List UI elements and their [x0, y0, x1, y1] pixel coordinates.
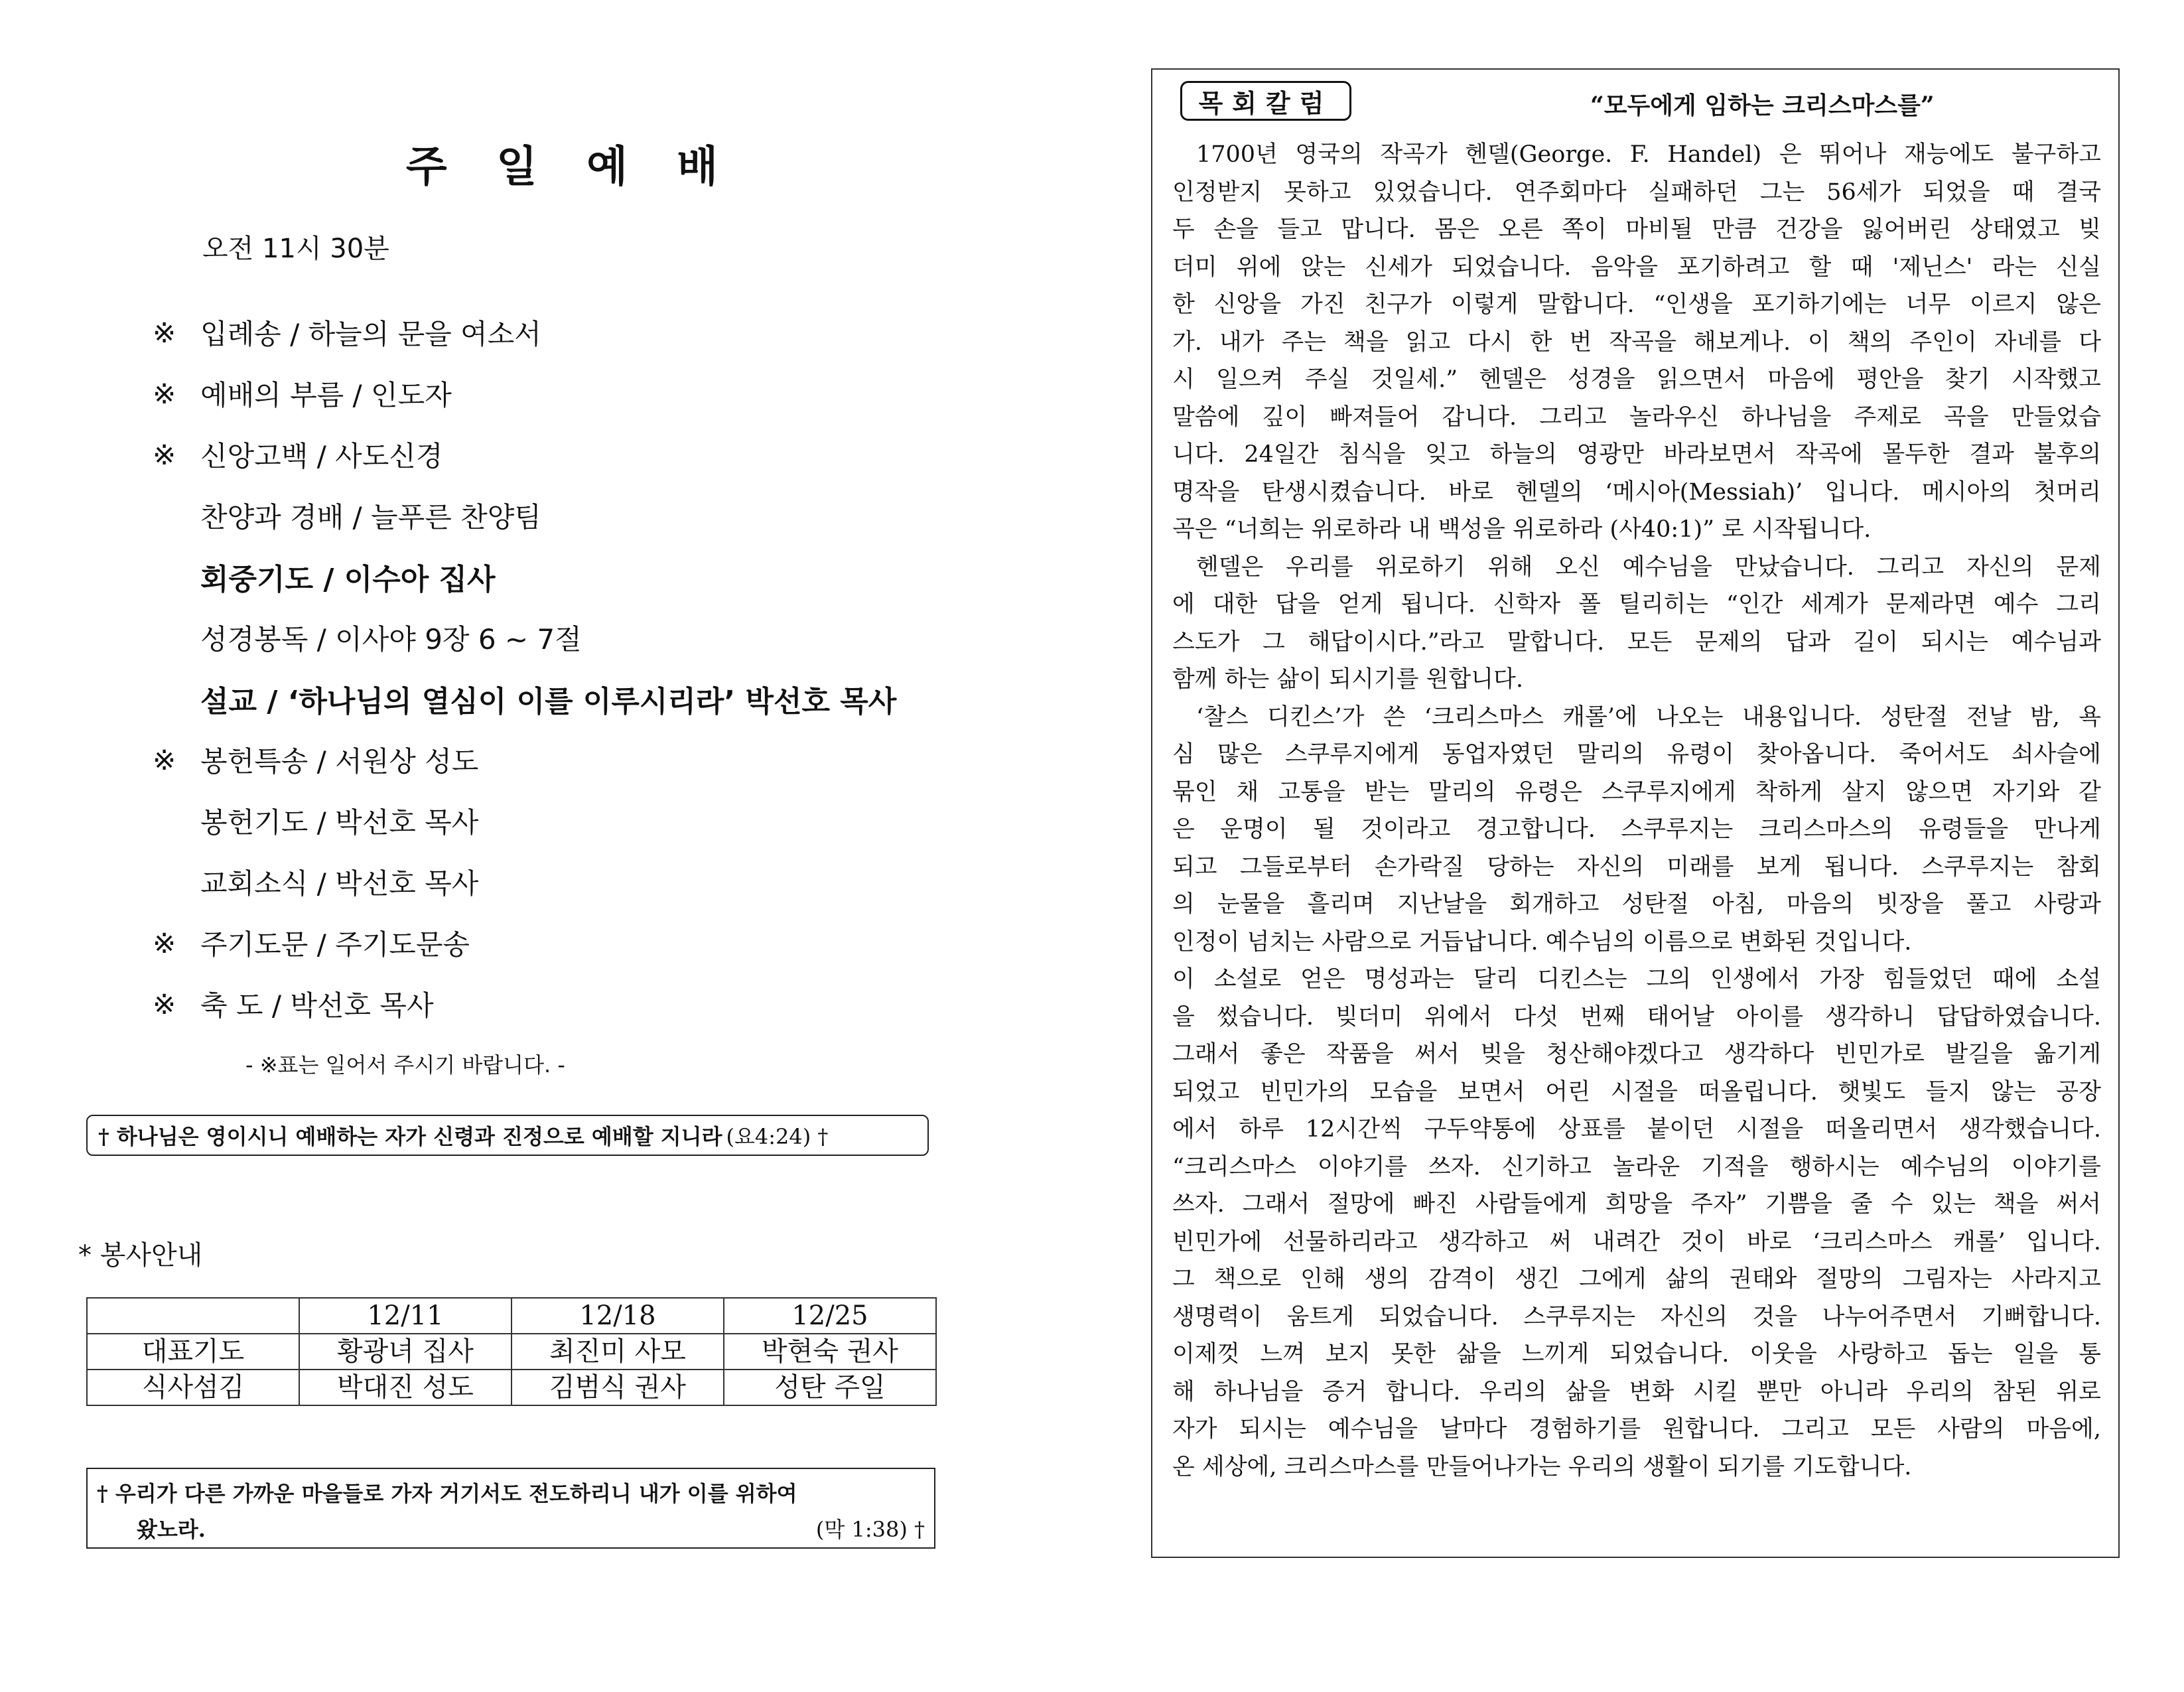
column-text-line: 1700년 영국의 작곡가 헨델(George. F. Handel) 은 뛰어나 재능에도 불구하고	[1196, 141, 2101, 168]
column-label: 목회칼럼	[1180, 81, 1351, 121]
column-text-line: 시 일으켜 주실 것일세.” 헨델은 성경을 읽으면서 마음에 평안을 찾기 시작했고	[1172, 366, 2101, 393]
table-header-cell: 12/25	[724, 1298, 936, 1334]
column-text-line: 명작을 탄생시켰습니다. 바로 헨델의 ‘메시아(Messiah)’ 입니다. 메시아의 첫머리	[1172, 478, 2101, 506]
column-body	[1172, 136, 2101, 1486]
column-text-line: 한 신앙을 가진 친구가 이렇게 말합니다. “인생을 포기하기에는 너무 이르지 않은	[1172, 291, 2101, 318]
table-header-cell: 12/11	[299, 1298, 512, 1334]
column-text-line: 더미 위에 앉는 신세가 되었습니다. 음악을 포기하려고 할 때 '제닌스' 라는 신실	[1172, 253, 2101, 281]
order-item: 회중기도 / 이수아 집사	[200, 563, 496, 597]
table-cell: 황광녀 집사	[299, 1334, 512, 1370]
column-text-line: 을 썼습니다. 빚더미 위에서 다섯 번째 태어날 아이를 생각하니 답답하였습니다.	[1172, 1003, 2101, 1030]
service-title: 주 일 예 배	[405, 143, 736, 192]
scripture-text: † 우리가 다른 가까운 마을들로 가자 거기서도 전도하리니 내가 이를 위하여	[97, 1481, 797, 1506]
column-text-line: 니다. 24일간 침식을 잊고 하늘의 영광만 바라보면서 작곡에 몰두한 결과 불후의	[1172, 441, 2101, 468]
table-cell: 박현숙 권사	[724, 1334, 936, 1370]
pastor-column	[1151, 68, 2120, 1558]
column-text-line: 은 운명이 될 것이라고 경고합니다. 스쿠루지는 크리스마스의 유령들을 만나게	[1172, 816, 2101, 843]
column-text-line: 함께 하는 삶이 되시기를 원합니다.	[1172, 666, 1523, 693]
column-text-line: 에서 하루 12시간씩 구두약통에 상표를 붙이던 시절을 떠올리면서 생각했습니다.	[1172, 1116, 2101, 1143]
stand-mark: ※	[153, 316, 176, 349]
column-text-line: 묶인 채 고통을 받는 말리의 유령은 스쿠루지에게 착하게 살지 않으면 자기와 같	[1172, 778, 2101, 806]
scripture-reference: (막 1:38) †	[815, 1517, 925, 1542]
order-item-sermon: 설교 / ‘하나님의 열심이 이를 이루시리라’ 박선호 목사	[200, 685, 897, 719]
column-text-line: 그 책으로 인해 생의 감격이 생긴 그에게 삶의 권태와 절망의 그림자는 사라지고	[1172, 1266, 2101, 1293]
stand-mark: ※	[153, 987, 176, 1021]
order-item: ※ 축 도 / 박선호 목사	[153, 987, 434, 1022]
scripture-text: 왔노라.	[137, 1517, 206, 1542]
order-item: 교회소식 / 박선호 목사	[200, 867, 479, 900]
stand-mark: ※	[153, 377, 176, 410]
worship-order-page	[0, 0, 1061, 1692]
standing-note: - ※표는 일어서 주시기 바랍니다. -	[245, 1052, 565, 1078]
table-cell: 박대진 성도	[299, 1370, 512, 1405]
column-text-line: 헨델은 우리를 위로하기 위해 오신 예수님을 만났습니다. 그리고 자신의 문제	[1196, 553, 2101, 581]
column-text-line: 생명력이 움트게 되었습니다. 스쿠루지는 자신의 것을 나누어주면서 기뻐합니다.	[1172, 1303, 2101, 1330]
table-cell: 대표기도	[87, 1334, 299, 1370]
order-item: 찬양과 경배 / 늘푸른 찬양팀	[200, 501, 541, 533]
order-item: ※ 봉헌특송 / 서원상 성도	[153, 743, 479, 778]
column-title: “모두에게 임하는 크리스마스를”	[1590, 92, 1935, 119]
table-cell: 최진미 사모	[512, 1334, 724, 1370]
stand-mark: ※	[153, 926, 176, 959]
column-text-line: 그래서 좋은 작품을 써서 빚을 청산해야겠다고 생각하다 빈민가로 발길을 옮기게	[1172, 1041, 2101, 1068]
column-text-line: ‘찰스 디킨스’가 쓴 ‘크리스마스 캐롤’에 나오는 내용입니다. 성탄절 전날 밤, 욕	[1196, 703, 2101, 731]
column-text-line: 곡은 “너희는 위로하라 내 백성을 위로하라 (사40:1)” 로 시작됩니다.	[1172, 516, 1872, 543]
column-text-line: 이 소설로 얻은 명성과는 달리 디킨스는 그의 인생에서 가장 힘들었던 때에 소설	[1172, 966, 2101, 993]
order-item: ※ 예배의 부름 / 인도자	[153, 377, 452, 411]
column-text-line: 쓰자. 그래서 절망에 빠진 사람들에게 희망을 주자” 기쁨을 줄 수 있는 책을 써서	[1172, 1191, 2101, 1218]
scripture-reference: (요4:24) †	[726, 1124, 829, 1149]
scripture-box-bottom	[86, 1468, 935, 1549]
column-text-line: 스도가 그 해답이시다.”라고 말합니다. 모든 문제의 답과 길이 되시는 예수님과	[1172, 628, 2101, 656]
column-text-line: 가. 내가 주는 책을 읽고 다시 한 번 작곡을 해보게나. 이 책의 주인이 자네를 다	[1172, 328, 2101, 356]
column-text-line: 말씀에 깊이 빠져들어 갑니다. 그리고 놀라우신 하나님을 주제로 곡을 만들었습	[1172, 403, 2101, 431]
table-row	[87, 1370, 936, 1405]
column-text-line: 인정이 넘치는 사람으로 거듭납니다. 예수님의 이름으로 변화된 것입니다.	[1172, 928, 1912, 955]
table-header-cell: 12/18	[512, 1298, 724, 1334]
scripture-text: † 하나님은 영이시니 예배하는 자가 신령과 진정으로 예배할 지니라	[98, 1124, 722, 1149]
column-text-line: 해 하나님을 증거 합니다. 우리의 삶을 변화 시킬 뿐만 아니라 우리의 참된 위로	[1172, 1378, 2101, 1405]
stand-mark: ※	[153, 438, 176, 471]
order-item: 봉헌기도 / 박선호 목사	[200, 806, 479, 839]
column-text-line: 두 손을 들고 맙니다. 몸은 오른 쪽이 마비될 만큼 건강을 잃어버린 상태였고 빚	[1172, 216, 2101, 243]
table-header-cell	[87, 1298, 299, 1334]
order-item: ※ 신앙고백 / 사도신경	[153, 438, 443, 472]
stand-mark: ※	[153, 743, 176, 776]
column-text-line: 되고 그들로부터 손가락질 당하는 자신의 미래를 보게 됩니다. 스쿠루지는 참회	[1172, 853, 2101, 881]
table-header-row	[87, 1298, 936, 1334]
column-text-line: 온 세상에, 크리스마스를 만들어나가는 우리의 생활이 되기를 기도합니다.	[1172, 1453, 1912, 1480]
table-row	[87, 1334, 936, 1370]
column-text-line: 에 대한 답을 얻게 됩니다. 신학자 폴 틸리히는 “인간 세계가 문제라면 예수 그리	[1172, 591, 2101, 618]
table-cell: 성탄 주일	[724, 1370, 936, 1405]
order-item: ※ 주기도문 / 주기도문송	[153, 926, 470, 961]
column-text-line: 되었고 빈민가의 모습을 보면서 어린 시절을 떠올립니다. 햇빛도 들지 않는 공장	[1172, 1078, 2101, 1105]
column-text-line: 의 눈물을 흘리며 지난날을 회개하고 성탄절 아침, 마음의 빗장을 풀고 사랑과	[1172, 891, 2101, 918]
order-item: ※ 입례송 / 하늘의 문을 여소서	[153, 316, 541, 350]
scripture-box-top	[86, 1115, 929, 1156]
column-text-line: 빈민가에 선물하리라고 생각하고 써 내려간 것이 바로 ‘크리스마스 캐롤’ 입니다.	[1172, 1228, 2101, 1255]
service-guide-heading: * 봉사안내	[78, 1240, 203, 1271]
table-cell: 식사섬김	[87, 1370, 299, 1405]
column-text-line: “크리스마스 이야기를 쓰자. 신기하고 놀라운 기적을 행하시는 예수님의 이야기를	[1172, 1153, 2101, 1180]
order-item: 성경봉독 / 이사야 9장 6 ~ 7절	[200, 623, 582, 656]
column-text-line: 심 많은 스쿠루지에게 동업자였던 말리의 유령이 찾아옵니다. 죽어서도 쇠사슬에	[1172, 741, 2101, 768]
column-text-line: 인정받지 못하고 있었습니다. 연주회마다 실패하던 그는 56세가 되었을 때 결국	[1172, 178, 2101, 206]
column-text-line: 이제껏 느껴 보지 못한 삶을 느끼게 되었습니다. 이웃을 사랑하고 돕는 일을 통	[1172, 1341, 2101, 1368]
service-time: 오전 11시 30분	[202, 234, 389, 264]
service-guide-table	[86, 1297, 937, 1406]
table-cell: 김범식 권사	[512, 1370, 724, 1405]
order-of-service	[153, 302, 1055, 1034]
column-text-line: 자가 되시는 예수님을 날마다 경험하기를 원합니다. 그리고 모든 사람의 마음에,	[1172, 1416, 2101, 1443]
